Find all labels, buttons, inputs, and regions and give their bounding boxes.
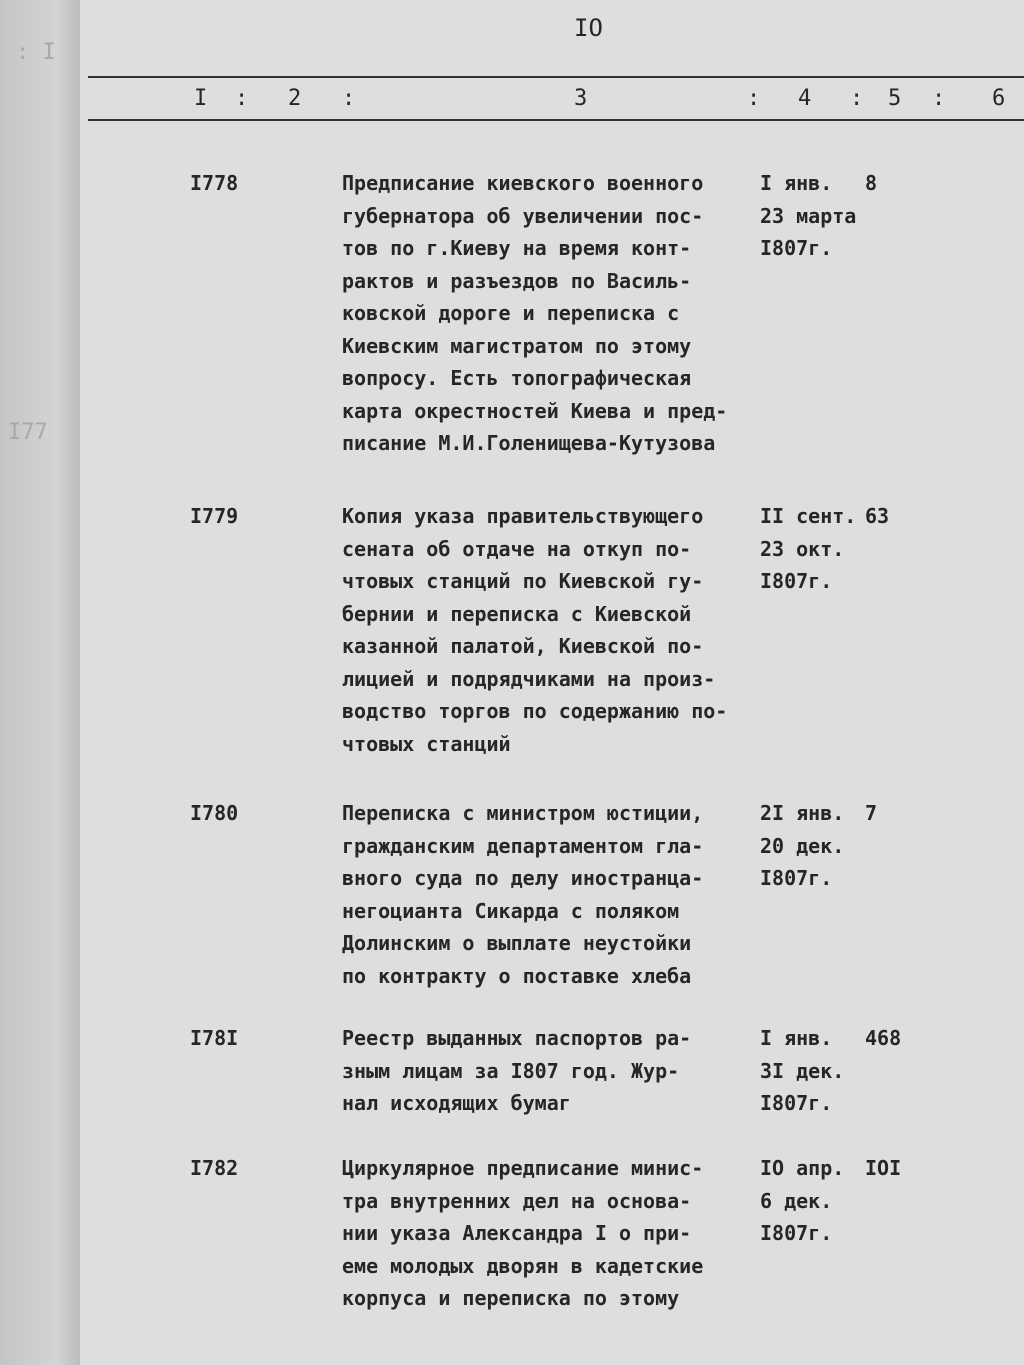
date-start: II сент.: [760, 504, 857, 528]
description-line: нал исходящих бумаг: [342, 1091, 571, 1115]
header-sep4: :: [850, 86, 864, 111]
header-sep3: :: [747, 86, 761, 111]
entry-description: [342, 797, 762, 992]
entry-sheets: 7: [865, 801, 878, 825]
description-line: Циркулярное предписание минис-: [342, 1156, 704, 1180]
description-line: тов по г.Киеву на время конт-: [342, 236, 692, 260]
entry-dates: [760, 797, 844, 895]
document-page: [80, 0, 1024, 1365]
description-line: Киевским магистратом по этому: [342, 333, 692, 358]
entry-number: I782: [190, 1156, 239, 1180]
date-year: I807г.: [760, 866, 833, 890]
entry-description: [342, 167, 762, 460]
date-end: 6 дек.: [760, 1188, 833, 1213]
description-line: бернии и переписка с Киевской: [342, 601, 692, 626]
description-line: корпуса и переписка по этому: [342, 1286, 680, 1310]
date-end: 20 дек.: [760, 833, 845, 858]
facing-page-edge: [0, 0, 82, 1365]
entry-description: [342, 500, 762, 760]
description-line: Реестр выданных паспортов ра-: [342, 1026, 692, 1050]
description-line: губернатора об увеличении пос-: [342, 203, 704, 228]
date-start: 2I янв.: [760, 801, 845, 825]
entry-dates: [760, 500, 856, 598]
header-sep1: :: [235, 86, 249, 111]
description-line: зным лицам за I807 год. Жур-: [342, 1058, 680, 1083]
header-col4: 4: [798, 86, 812, 111]
date-start: IO апр.: [760, 1156, 845, 1180]
entry-number: I778: [190, 171, 239, 195]
description-line: Переписка с министром юстиции,: [342, 801, 704, 825]
description-line: рактов и разъездов по Василь-: [342, 268, 692, 293]
header-col6: 6: [992, 86, 1006, 111]
description-line: чтовых станций по Киевской гу-: [342, 569, 704, 593]
description-line: тра внутренних дел на основа-: [342, 1188, 692, 1213]
entry-description: [342, 1152, 762, 1315]
description-line: нии указа Александра I о при-: [342, 1221, 692, 1245]
entry-dates: [760, 1022, 844, 1120]
facing-page-mark: : I: [16, 40, 56, 65]
entry-number: I78I: [190, 1026, 239, 1050]
entry-dates: [760, 167, 856, 265]
entry-sheets: 8: [865, 171, 878, 195]
description-line: Долинским о выплате неустойки: [342, 931, 692, 955]
description-line: казанной палатой, Киевской по-: [342, 634, 704, 658]
header-col5: 5: [888, 86, 902, 111]
description-line: по контракту о поставке хлеба: [342, 963, 692, 988]
header-col3: 3: [574, 86, 588, 111]
description-line: чтовых станций: [342, 731, 511, 756]
date-year: I807г.: [760, 236, 833, 260]
description-line: еме молодых дворян в кадетские: [342, 1253, 704, 1278]
entry-sheets: 468: [865, 1026, 902, 1050]
page-number: IO: [574, 14, 603, 42]
date-start: I янв.: [760, 1026, 833, 1050]
date-year: I807г.: [760, 569, 833, 593]
date-year: I807г.: [760, 1221, 833, 1245]
header-sep5: :: [932, 86, 946, 111]
description-line: карта окрестностей Киева и пред-: [342, 398, 728, 423]
entry-number: I780: [190, 801, 239, 825]
description-line: Предписание киевского военного: [342, 171, 704, 195]
entry-sheets: 63: [865, 504, 890, 528]
description-line: негоцианта Сикарда с поляком: [342, 898, 680, 923]
header-top-rule: [88, 76, 1024, 78]
entry-dates: [760, 1152, 844, 1250]
description-line: лицией и подрядчиками на произ-: [342, 666, 716, 691]
description-line: вопросу. Есть топографическая: [342, 366, 692, 390]
description-line: писание М.И.Голенищева-Кутузова: [342, 431, 716, 455]
description-line: гражданским департаментом гла-: [342, 833, 704, 858]
description-line: вного суда по делу иностранца-: [342, 866, 704, 890]
description-line: водство торгов по содержанию по-: [342, 699, 728, 723]
date-start: I янв.: [760, 171, 833, 195]
date-end: 3I дек.: [760, 1058, 845, 1083]
entry-description: [342, 1022, 762, 1120]
description-line: Копия указа правительствующего: [342, 504, 704, 528]
header-bottom-rule: [88, 119, 1024, 121]
description-line: ковской дороге и переписка с: [342, 301, 680, 325]
header-col2: 2: [288, 86, 302, 111]
date-end: 23 марта: [760, 203, 857, 228]
facing-page-mark: I77: [8, 420, 48, 445]
date-end: 23 окт.: [760, 536, 845, 561]
entry-sheets: IOI: [865, 1156, 902, 1180]
date-year: I807г.: [760, 1091, 833, 1115]
header-sep2: :: [342, 86, 356, 111]
entry-number: I779: [190, 504, 239, 528]
header-col1: I: [194, 86, 208, 111]
description-line: сената об отдаче на откуп по-: [342, 536, 692, 561]
